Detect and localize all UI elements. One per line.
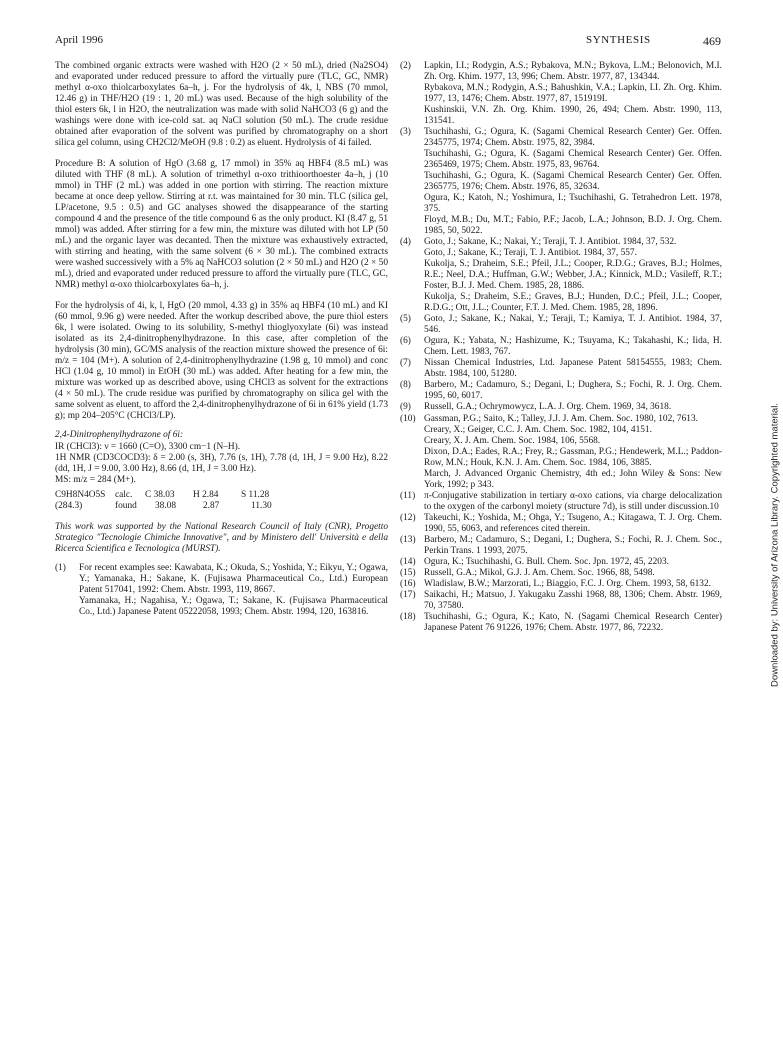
reference-number: (6): [400, 336, 411, 347]
journal-name: SYNTHESIS: [586, 34, 651, 46]
reference-citation: Wladislaw, B.W.; Marzorati, L.; Biaggio, F.C. J. Org. Chem. 1993, 58, 6132.: [424, 578, 711, 589]
reference-citation: Rybakova, M.N.; Rodygin, A.S.; Bahushkin, V.A.; Lapkin, I.I. Zh. Org. Khim. 1977, 13, 1476; Chem. Abstr. 1977, 87, 151919I.: [424, 83, 722, 105]
experimental-paragraph-1: The combined organic extracts were washed with H2O (2 × 50 mL), dried (Na2SO4) and evaporated under reduced pressure to afford the virtually pure (TLC, GC, NMR) methyl α-oxo thiolcarboxylates 6a–h, j. For the hydrolysis of 4k, l, NBS (70 mmol, 12.46 g) in THF/H2O (19 : 1, 20 mL) was used. Because of the high solubility of the thiol esters 6k, l in H2O, the neutralization was made with solid NaHCO3 (6 g) and the washings were done with ice-cold sat. aq NaCl solution (50 mL). The crude residue obtained after evaporation of the solvent was purified by chromatography on a short silica gel column, using CH2Cl2/MeOH (9.8 : 0.2) as eluent. Hydrolysis of 4i failed.: [55, 61, 388, 149]
reference-number: (16): [400, 578, 416, 589]
reference-number: (7): [400, 358, 411, 369]
running-header: [55, 34, 721, 48]
reference-citation: Goto, J.; Sakane, K.; Teraji, T. J. Antibiot. 1984, 37, 557.: [424, 248, 637, 259]
reference-number: (3): [400, 127, 411, 138]
reference-citation: Ogura, K.; Yabata, N.; Hashizume, K.; Tsuyama, K.; Takahashi, K.; Iida, H. Chem. Lett. 1983, 767.: [424, 336, 722, 358]
reference-citation: For recent examples see: Kawabata, K.; Okuda, S.; Yoshida, Y.; Eikyu, Y.; Ogawa, Y.; Yamanaka, H.; Sakane, K. (Fujisawa Pharmaceutical Co., Ltd.) European Patent 517041, 1992: Chem. Abstr. 1993, 119, 8667.: [79, 562, 388, 595]
reference-list-left: [55, 563, 388, 618]
reference-citation: π-Conjugative stabilization in tertiary α-oxo cations, via charge delocalization to the oxygen of the carbonyl moiety (structure 7d), is still under discussion.10: [424, 490, 722, 512]
page-number: 469: [703, 34, 721, 48]
reference-number: (9): [400, 402, 411, 413]
reference-entry: [400, 579, 722, 590]
reference-number: (17): [400, 589, 416, 600]
reference-entry: [400, 612, 722, 634]
reference-citation: Kukolja, S.; Draheim, S.E.; Pfeil, J.L.; Cooper, R.D.G.; Graves, B.J.; Holmes, R.E.; Neel, D.A.; Huffman, G.W.; Webber, J.A.; Kinnick, M.D.; Vasileff, R.T.; Foster, B.J. J. Med. Chem. 1985, 28, 1886.: [424, 259, 722, 292]
reference-citation: Tsuchihashi, G.; Ogura, K. (Sagami Chemical Research Center) Ger. Offen. 2365775, 1976; Chem. Abstr. 1976, 85, 32634.: [424, 171, 722, 193]
left-column: [55, 61, 388, 618]
reference-number: (14): [400, 556, 416, 567]
reference-entry: [400, 491, 722, 513]
reference-number: (13): [400, 534, 416, 545]
reference-entry: [400, 513, 722, 535]
reference-entry: [400, 358, 722, 380]
reference-citation: Kukolja, S.; Draheim, S.E.; Graves, B.J.; Hunden, D.C.; Pfeil, J.L.; Cooper, R.D.G.; Ott, J.L.; Counter, F.T. J. Med. Chem. 1985, 28, 1896.: [424, 292, 722, 314]
reference-number: (5): [400, 314, 411, 325]
reference-entry: [400, 380, 722, 402]
reference-citation: Ogura, K.; Katoh, N.; Yoshimura, I.; Tsuchihashi, G. Tetrahedron Lett. 1978, 375.: [424, 193, 722, 215]
analysis-mw: (284.3): [55, 500, 83, 511]
reference-citation: Ogura, K.; Tsuchihashi, G. Bull. Chem. Soc. Jpn. 1972, 45, 2203.: [424, 556, 669, 567]
reference-citation: Russell, G.A.; Mikol, G.J. J. Am. Chem. Soc. 1966, 88, 5498.: [424, 567, 655, 578]
elemental-analysis: [55, 490, 388, 512]
experimental-paragraph-3: For the hydrolysis of 4i, k, l, HgO (20 mmol, 4.33 g) in 35% aq HBF4 (10 mL) and KI (60 mmol, 9.96 g) were needed. After the workup described above, the pure thiol esters 6k, l were isolated. Owing to its solubility, S-methyl thioglyoxylate (6i) was instead isolated as its 2,4-dinitrophenylhydrazone. In this case, after completion of the hydrolysis (30 min), GC/MS analysis of the reaction mixture showed the presence of 6i: m/z = 104 (M+). A solution of 2,4-dinitrophenylhydrazine (1.98 g, 10 mmol) and conc HCl (1.04 g, 10 mmol) in EtOH (30 mL) was added. After heating for a few min, the mixture was worked up as described above, using CHCl3 as solvent for the extractions (4 × 50 mL). The crude residue was purified by chromatography on silica gel with the same solvent as eluent, to afford the 2,4-dinitrophenylhydrazone of 6i in 61% yield (1.73 g); mp 204–205°C (CHCl3/LP).: [55, 301, 388, 422]
reference-citation: Takeuchi, K.; Yoshida, M.; Ohga, Y.; Tsugeno, A.; Kitagawa, T. J. Org. Chem. 1990, 55, 6063, and references cited therein.: [424, 512, 722, 534]
reference-citation: Lapkin, I.I.; Rodygin, A.S.; Rybakova, M.N.; Bykova, L.M.; Belonovich, M.I. Zh. Org. Khim. 1977, 13, 996; Chem. Abstr. 1977, 87, 134344.: [424, 61, 722, 83]
reference-citation: Tsuchihashi, G.; Ogura, K. (Sagami Chemical Research Center) Ger. Offen. 2365469, 1975; Chem. Abstr. 1975, 83, 96764.: [424, 149, 722, 171]
issue-date: April 1996: [55, 34, 103, 46]
reference-citation: Kushinskii, V.N. Zh. Org. Khim. 1990, 26, 494; Chem. Abstr. 1990, 113, 131541.: [424, 105, 722, 127]
analysis-found-label: found: [115, 500, 137, 511]
reference-number: (4): [400, 237, 411, 248]
reference-number: (18): [400, 611, 416, 622]
nmr-data: 1H NMR (CD3COCD3): δ = 2.00 (s, 3H), 7.76 (s, 1H), 7.78 (d, 1H, J = 9.00 Hz), 8.22 (dd, 1H, J = 9.00, 3.00 Hz), 8.66 (d, 1H, J = 3.00 Hz).: [55, 452, 388, 474]
reference-citation: Dixon, D.A.; Eades, R.A.; Frey, R.; Gassman, P.G.; Hendewerk, M.L.; Paddon-Row, M.N.; Houk, K.N. J. Am. Chem. Soc. 1984, 106, 3885.: [424, 446, 722, 468]
analysis-calc-value: S 11.28: [241, 489, 270, 500]
right-column: [400, 61, 722, 634]
analysis-calc-label: calc.: [115, 489, 133, 500]
reference-entry: [400, 336, 722, 358]
reference-citation: Barbero, M.; Cadamuro, S.; Degani, I.; Dughera, S.; Fochi, R. J. Chem. Soc., Perkin Trans. 1 1993, 2075.: [424, 534, 722, 556]
reference-entry: [55, 563, 388, 618]
reference-entry: [400, 414, 722, 491]
analysis-found-value: 11.30: [251, 500, 272, 511]
reference-entry: [400, 535, 722, 557]
reference-citation: Creary, X.; Geiger, C.C. J. Am. Chem. Soc. 1982, 104, 4151.: [424, 424, 652, 435]
reference-number: (10): [400, 413, 416, 424]
download-watermark-text: Downloaded by: University of Arizona Library. Copyrighted material.: [769, 403, 781, 687]
reference-citation: Goto, J.; Sakane, K.; Nakai, Y.; Teraji, T.; Kamiya, T. J. Antibiot. 1984, 37, 546.: [424, 314, 722, 336]
analysis-found-value: 2.87: [203, 500, 220, 511]
reference-number: (15): [400, 567, 416, 578]
reference-citation: Gassman, P.G.; Saito, K.; Talley, J.J. J. Am. Chem. Soc. 1980, 102, 7613.: [424, 413, 698, 424]
reference-entry: [400, 402, 722, 413]
reference-entry: [400, 61, 722, 127]
reference-citation: Barbero, M.; Cadamuro, S.; Degani, I.; Dughera, S.; Fochi, R. J. Org. Chem. 1995, 60, 6017.: [424, 380, 722, 402]
reference-number: (1): [55, 562, 66, 573]
reference-number: (8): [400, 380, 411, 391]
reference-citation: Saikachi, H.; Matsuo, J. Yakugaku Zasshi 1968, 88, 1306; Chem. Abstr. 1969, 70, 37580.: [424, 589, 722, 611]
reference-citation: March, J. Advanced Organic Chemistry, 4th ed.; John Wiley & Sons: New York, 1992; p 343.: [424, 468, 722, 490]
reference-citation: Creary, X. J. Am. Chem. Soc. 1984, 106, 5568.: [424, 435, 601, 446]
compound-title: 2,4-Dinitrophenylhydrazone of 6i:: [55, 430, 184, 441]
ms-data: MS: m/z = 284 (M+).: [55, 474, 136, 485]
reference-entry: [400, 127, 722, 237]
reference-list-right: [400, 61, 722, 634]
reference-citation: Tsuchihashi, G.; Ogura, K. (Sagami Chemical Research Center) Ger. Offen. 2345775, 1974; Chem. Abstr. 1975, 82, 3984.: [424, 127, 722, 149]
acknowledgement: This work was supported by the National Research Council of Italy (CNR), Progetto Strategico "Tecnologie Chimiche Innovative", and by Ministero dell' Università e della Ricerca Scientifica e Tecnologica (MURST).: [55, 521, 388, 554]
compound-characterization: [55, 430, 388, 511]
analysis-formula: C9H8N4O5S: [55, 489, 106, 500]
reference-number: (2): [400, 61, 411, 71]
reference-entry: [400, 557, 722, 568]
reference-entry: [400, 568, 722, 579]
experimental-paragraph-2: Procedure B: A solution of HgO (3.68 g, 17 mmol) in 35% aq HBF4 (8.5 mL) was diluted with THF (8 mL). A solution of trimethyl α-oxo trithioorthoester 4a–h, j (10 mmol) in THF (2 mL) was added in one portion with stirring. The reaction mixture became at once deep yellow. Stirring at r.t. was maintained for 30 min. TLC (silica gel, LP/acetone, 9.5 : 0.5) and GC analyses showed the disappearance of the starting compound 4 and the presence of the title compound 6 as the only product. KI (8.47 g, 51 mmol) was added. After stirring for a few min, the mixture was diluted with hot LP (50 mL) and the organic layer was decanted. Then the mixture was exhaustively extracted, with stirring and heating, with the same solvent (6 × 30 mL). The combined extracts were washed successively with a 5% aq NaHCO3 solution (2 × 50 mL) and H2O (2 × 50 mL), dried and evaporated under reduced pressure to afford the virtually pure (TLC, GC, NMR) methyl α-oxo thiolcarboxylates 6a–h, j.: [55, 159, 388, 291]
reference-entry: [400, 237, 722, 314]
reference-citation: Nissan Chemical Industries, Ltd. Japanese Patent 58154555, 1983; Chem. Abstr. 1984, 100, 51280.: [424, 358, 722, 380]
analysis-calc-value: C 38.03: [145, 489, 175, 500]
analysis-calc-value: H 2.84: [193, 489, 219, 500]
ir-data: IR (CHCl3): ν = 1660 (C=O), 3300 cm−1 (N–H).: [55, 441, 241, 452]
reference-citation: Russell, G.A.; Ochrymowycz, L.A. J. Org. Chem. 1969, 34, 3618.: [424, 402, 672, 413]
reference-number: (12): [400, 512, 416, 523]
reference-entry: [400, 590, 722, 612]
reference-citation: Floyd, M.B.; Du, M.T.; Fabio, P.F.; Jacob, L.A.; Johnson, B.D. J. Org. Chem. 1985, 50, 5022.: [424, 215, 722, 237]
reference-citation: Goto, J.; Sakane, K.; Nakai, Y.; Teraji, T. J. Antibiot. 1984, 37, 532.: [424, 237, 677, 248]
reference-entry: [400, 314, 722, 336]
reference-number: (11): [400, 490, 416, 501]
reference-citation: Tsuchihashi, G.; Ogura, K.; Kato, N. (Sagami Chemical Research Center) Japanese Patent 76 91226, 1976; Chem. Abstr. 1977, 86, 72232.: [424, 611, 722, 633]
analysis-found-value: 38.08: [155, 500, 177, 511]
reference-citation: Yamanaka, H.; Nagahisa, Y.; Ogawa, T.; Sakane, K. (Fujisawa Pharmaceutical Co., Ltd.) Japanese Patent 05222058, 1993; Chem. Abstr. 1994, 120, 163816.: [79, 595, 388, 617]
